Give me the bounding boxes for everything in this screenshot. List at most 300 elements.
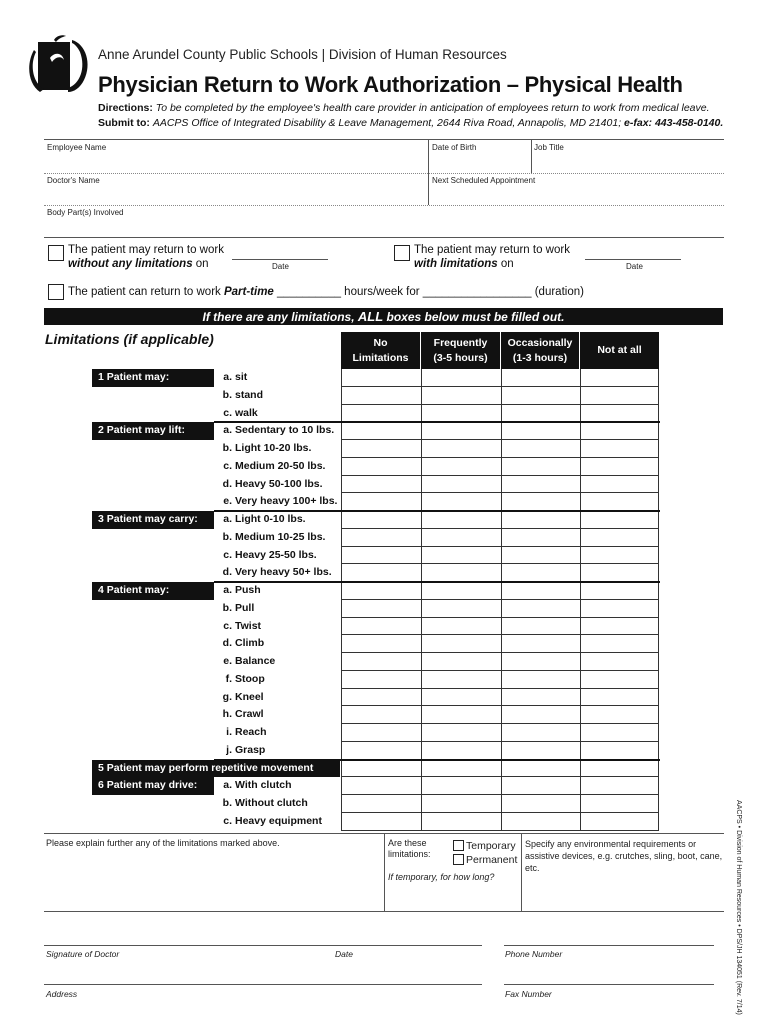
option-emphasis: Part-time bbox=[223, 286, 274, 298]
table-row bbox=[92, 529, 660, 547]
column-header-text: (1-3 hours) bbox=[512, 352, 568, 364]
item-letter: b. bbox=[222, 601, 232, 614]
rating-cell[interactable] bbox=[341, 706, 421, 724]
item-text: Heavy equipment bbox=[235, 814, 322, 827]
column-header-text: Not at all bbox=[597, 344, 642, 356]
item-letter: d. bbox=[222, 477, 232, 490]
limitation-item bbox=[214, 493, 340, 511]
divider bbox=[44, 139, 724, 140]
limitation-item bbox=[214, 653, 340, 671]
limitation-item bbox=[214, 440, 340, 458]
section-divider bbox=[214, 421, 660, 423]
rating-cell[interactable] bbox=[341, 618, 421, 636]
limitation-item bbox=[214, 724, 340, 742]
rating-cell[interactable] bbox=[421, 600, 501, 618]
section-label: 5 Patient may perform repetitive movement bbox=[92, 760, 340, 778]
temporary-checkbox[interactable] bbox=[453, 840, 464, 851]
section-label bbox=[92, 387, 214, 405]
rating-cell[interactable] bbox=[580, 813, 659, 831]
rating-cell[interactable] bbox=[501, 547, 580, 565]
no-limitations-checkbox[interactable] bbox=[48, 245, 64, 261]
rating-cell[interactable] bbox=[580, 706, 659, 724]
rating-cell[interactable] bbox=[580, 760, 659, 778]
item-letter: c. bbox=[223, 814, 232, 827]
table-row bbox=[92, 635, 660, 653]
option-text: The patient can return to work bbox=[68, 286, 224, 298]
item-text: Light 0-10 lbs. bbox=[235, 513, 306, 525]
rating-cell[interactable] bbox=[501, 458, 580, 476]
signature-line[interactable] bbox=[44, 945, 482, 946]
rating-cell[interactable] bbox=[580, 742, 659, 760]
item-letter: d. bbox=[222, 637, 232, 650]
rating-cell[interactable] bbox=[421, 724, 501, 742]
section-divider bbox=[214, 581, 660, 583]
item-text: Grasp bbox=[235, 743, 266, 756]
with-limitations-checkbox[interactable] bbox=[394, 245, 410, 261]
limitation-item bbox=[214, 387, 340, 405]
address-label: Address bbox=[46, 989, 78, 999]
rating-cell[interactable] bbox=[421, 671, 501, 689]
rating-cell[interactable] bbox=[421, 813, 501, 831]
table-row bbox=[92, 493, 660, 511]
section-label bbox=[92, 440, 214, 458]
body-parts-field[interactable]: Body Part(s) Involved bbox=[47, 208, 124, 217]
doctor-name-field[interactable]: Doctor's Name bbox=[47, 176, 100, 185]
rating-cell[interactable] bbox=[580, 405, 659, 423]
section-label bbox=[92, 405, 214, 423]
table-row bbox=[92, 511, 660, 529]
limitation-item bbox=[214, 742, 340, 760]
column-header bbox=[341, 332, 420, 369]
item-letter: b. bbox=[222, 530, 232, 543]
table-row bbox=[92, 618, 660, 636]
fax-line[interactable] bbox=[504, 984, 714, 985]
item-letter: b. bbox=[222, 797, 232, 809]
limitation-item bbox=[214, 635, 340, 653]
item-letter: c. bbox=[223, 406, 232, 419]
rating-cell[interactable] bbox=[341, 724, 421, 742]
item-text: Stoop bbox=[235, 672, 265, 685]
rating-cell[interactable] bbox=[421, 618, 501, 636]
item-letter: e. bbox=[223, 495, 232, 508]
divider bbox=[44, 237, 724, 238]
section-label bbox=[92, 493, 214, 511]
limitations-banner bbox=[44, 308, 723, 325]
item-text: Kneel bbox=[235, 690, 264, 703]
item-letter: d. bbox=[222, 566, 232, 579]
rating-cell[interactable] bbox=[580, 387, 659, 405]
date-line[interactable] bbox=[232, 259, 328, 260]
section-label bbox=[92, 458, 214, 476]
phone-line[interactable] bbox=[504, 945, 714, 946]
banner-emphasis: ALL bbox=[357, 309, 384, 324]
rating-cell[interactable] bbox=[341, 671, 421, 689]
divider bbox=[384, 833, 385, 911]
rating-cell[interactable] bbox=[580, 653, 659, 671]
rating-cell[interactable] bbox=[341, 760, 421, 778]
section-label: 3 Patient may carry: bbox=[92, 511, 214, 529]
rating-cell[interactable] bbox=[580, 777, 659, 795]
item-text: Heavy 25-50 lbs. bbox=[235, 548, 317, 561]
limitation-item bbox=[214, 813, 340, 831]
option-text: __________ hours/week for _________________ (duration) bbox=[273, 286, 584, 298]
part-time-checkbox[interactable] bbox=[48, 284, 64, 300]
permanent-label: Permanent bbox=[466, 854, 518, 866]
rating-cell[interactable] bbox=[421, 547, 501, 565]
rating-cell[interactable] bbox=[341, 405, 421, 423]
banner-text: If there are any limitations, bbox=[202, 310, 358, 324]
rating-cell[interactable] bbox=[580, 635, 659, 653]
item-text: Without clutch bbox=[235, 797, 308, 809]
limitation-item bbox=[214, 600, 340, 618]
divider bbox=[44, 911, 724, 912]
option-emphasis: with limitations bbox=[414, 258, 498, 270]
limitation-item bbox=[214, 511, 340, 529]
section-label bbox=[92, 618, 214, 636]
column-header-text: (3-5 hours) bbox=[433, 352, 488, 364]
rating-cell[interactable] bbox=[421, 476, 501, 494]
section-label bbox=[92, 724, 214, 742]
option-text: on bbox=[497, 258, 514, 270]
rating-cell[interactable] bbox=[580, 493, 659, 511]
rating-cell[interactable] bbox=[501, 476, 580, 494]
rating-cell[interactable] bbox=[501, 795, 580, 813]
rating-cell[interactable] bbox=[421, 795, 501, 813]
limitation-item bbox=[214, 618, 340, 636]
limitation-item bbox=[214, 564, 340, 582]
fax-number-label: Fax Number bbox=[505, 989, 552, 999]
submit-to bbox=[98, 117, 723, 129]
divider bbox=[44, 205, 724, 206]
if-temporary-field[interactable]: If temporary, for how long? bbox=[388, 872, 495, 882]
limitation-item bbox=[214, 671, 340, 689]
are-these-label bbox=[388, 838, 431, 860]
directions-label: Directions: bbox=[98, 102, 153, 114]
item-letter: a. bbox=[223, 584, 232, 596]
rating-cell[interactable] bbox=[501, 706, 580, 724]
rating-cell[interactable] bbox=[580, 618, 659, 636]
rating-cell[interactable] bbox=[421, 529, 501, 547]
rating-cell[interactable] bbox=[341, 511, 421, 529]
rating-cell[interactable] bbox=[501, 813, 580, 831]
item-text: Reach bbox=[235, 726, 267, 738]
section-label bbox=[92, 476, 214, 494]
limitation-item bbox=[214, 706, 340, 724]
rating-cell[interactable] bbox=[421, 760, 501, 778]
rating-cell[interactable] bbox=[580, 476, 659, 494]
rating-cell[interactable] bbox=[501, 760, 580, 778]
section-label bbox=[92, 564, 214, 582]
environmental-requirements-field[interactable]: Specify any environmental requirements or assistive devices, e.g. crutches, sling, boot, cane, etc. bbox=[525, 839, 723, 873]
address-line[interactable] bbox=[44, 984, 482, 985]
section-divider bbox=[214, 759, 660, 761]
directions bbox=[98, 102, 710, 114]
limitation-item bbox=[214, 777, 340, 795]
option-text: The patient may return to work bbox=[68, 244, 224, 256]
next-appointment-field[interactable]: Next Scheduled Appointment bbox=[432, 176, 536, 185]
table-row bbox=[92, 760, 660, 778]
item-text: Heavy 50-100 lbs. bbox=[235, 477, 323, 490]
rating-cell[interactable] bbox=[341, 547, 421, 565]
rating-cell[interactable] bbox=[421, 493, 501, 511]
rating-cell[interactable] bbox=[580, 582, 659, 600]
rating-cell[interactable] bbox=[580, 671, 659, 689]
rating-cell[interactable] bbox=[501, 671, 580, 689]
signature-of-doctor-label: Signature of Doctor bbox=[46, 949, 120, 959]
rating-cell[interactable] bbox=[501, 369, 580, 387]
table-row bbox=[92, 387, 660, 405]
section-label bbox=[92, 795, 214, 813]
option-emphasis: without any limitations bbox=[68, 258, 193, 270]
item-text: Twist bbox=[235, 619, 262, 632]
item-letter: b. bbox=[222, 388, 232, 401]
table-row bbox=[92, 671, 660, 689]
limitation-item bbox=[214, 458, 340, 476]
section-label bbox=[92, 689, 214, 707]
rating-cell[interactable] bbox=[501, 582, 580, 600]
rating-cell[interactable] bbox=[501, 724, 580, 742]
item-letter: a. bbox=[223, 424, 232, 437]
limitation-item bbox=[214, 795, 340, 813]
rating-cell[interactable] bbox=[341, 813, 421, 831]
rating-cell[interactable] bbox=[421, 422, 501, 440]
table-row bbox=[92, 369, 660, 387]
part-time-option bbox=[68, 285, 584, 299]
rating-cell[interactable] bbox=[341, 476, 421, 494]
column-header bbox=[580, 332, 659, 369]
rating-cell[interactable] bbox=[341, 582, 421, 600]
item-letter: c. bbox=[223, 459, 232, 472]
rating-cell[interactable] bbox=[421, 706, 501, 724]
phone-number-label: Phone Number bbox=[505, 949, 563, 959]
item-letter: c. bbox=[223, 619, 232, 632]
limitation-item bbox=[214, 582, 340, 600]
item-letter: j. bbox=[226, 743, 232, 756]
rating-cell[interactable] bbox=[580, 458, 659, 476]
rating-cell[interactable] bbox=[501, 387, 580, 405]
explain-field[interactable]: Please explain further any of the limitations marked above. bbox=[46, 838, 280, 848]
submit-label: Submit to: bbox=[98, 117, 150, 129]
rating-cell[interactable] bbox=[421, 564, 501, 582]
item-text: With clutch bbox=[235, 779, 292, 792]
rating-cell[interactable] bbox=[341, 689, 421, 707]
section-label bbox=[92, 600, 214, 618]
rating-cell[interactable] bbox=[421, 458, 501, 476]
section-label bbox=[92, 706, 214, 724]
section-label: 2 Patient may lift: bbox=[92, 422, 214, 440]
section-label bbox=[92, 635, 214, 653]
table-row bbox=[92, 600, 660, 618]
limitation-item bbox=[214, 422, 340, 440]
rating-cell[interactable] bbox=[421, 440, 501, 458]
section-label bbox=[92, 529, 214, 547]
rating-cell[interactable] bbox=[580, 422, 659, 440]
item-text: Medium 10-25 lbs. bbox=[235, 530, 326, 543]
rating-cell[interactable] bbox=[341, 777, 421, 795]
table-row bbox=[92, 777, 660, 795]
item-letter: h. bbox=[222, 708, 232, 721]
item-text: Balance bbox=[235, 655, 276, 667]
rating-cell[interactable] bbox=[501, 529, 580, 547]
rating-cell[interactable] bbox=[421, 653, 501, 671]
rating-cell[interactable] bbox=[341, 529, 421, 547]
rating-cell[interactable] bbox=[421, 387, 501, 405]
employee-name-field[interactable]: Employee Name bbox=[47, 143, 107, 152]
item-text: Crawl bbox=[235, 708, 264, 721]
form-title: Physician Return to Work Authorization – Physical Health bbox=[98, 72, 683, 97]
rating-cell[interactable] bbox=[580, 511, 659, 529]
rating-cell[interactable] bbox=[341, 653, 421, 671]
rating-cell[interactable] bbox=[580, 689, 659, 707]
limitation-item bbox=[214, 369, 340, 387]
rating-cell[interactable] bbox=[501, 493, 580, 511]
rating-cell[interactable] bbox=[501, 689, 580, 707]
section-label bbox=[92, 742, 214, 760]
rating-cell[interactable] bbox=[341, 600, 421, 618]
efax-number: e-fax: 443-458-0140. bbox=[624, 117, 724, 129]
job-title-field[interactable]: Job Title bbox=[534, 143, 564, 152]
rating-cell[interactable] bbox=[580, 600, 659, 618]
rating-cell[interactable] bbox=[501, 777, 580, 795]
limitation-item bbox=[214, 529, 340, 547]
rating-cell[interactable] bbox=[501, 440, 580, 458]
directions-text: To be completed by the employee's health care provider in anticipation of employees return to work from medical leave. bbox=[155, 102, 710, 114]
rating-cell[interactable] bbox=[580, 529, 659, 547]
column-header-text: Occasionally bbox=[507, 337, 573, 349]
item-text: Very heavy 50+ lbs. bbox=[235, 566, 332, 579]
rating-cell[interactable] bbox=[341, 635, 421, 653]
rating-cell[interactable] bbox=[580, 440, 659, 458]
table-row bbox=[92, 813, 660, 831]
rating-cell[interactable] bbox=[501, 635, 580, 653]
rating-cell[interactable] bbox=[501, 564, 580, 582]
rating-cell[interactable] bbox=[501, 405, 580, 423]
rating-cell[interactable] bbox=[501, 600, 580, 618]
item-letter: b. bbox=[222, 442, 232, 454]
rating-cell[interactable] bbox=[580, 795, 659, 813]
column-header bbox=[421, 332, 500, 369]
item-letter: g. bbox=[222, 690, 232, 703]
rating-cell[interactable] bbox=[421, 369, 501, 387]
divider bbox=[44, 173, 724, 174]
section-label bbox=[92, 547, 214, 565]
rating-cell[interactable] bbox=[421, 405, 501, 423]
item-letter: c. bbox=[223, 548, 232, 561]
item-letter: e. bbox=[223, 655, 232, 667]
permanent-checkbox[interactable] bbox=[453, 854, 464, 865]
section-label: 1 Patient may: bbox=[92, 369, 214, 387]
table-row bbox=[92, 547, 660, 565]
rating-cell[interactable] bbox=[580, 547, 659, 565]
option-text: The patient may return to work bbox=[414, 244, 570, 256]
section-label: 6 Patient may drive: bbox=[92, 777, 214, 795]
rating-cell[interactable] bbox=[341, 795, 421, 813]
rating-cell[interactable] bbox=[341, 440, 421, 458]
rating-cell[interactable] bbox=[501, 742, 580, 760]
item-text: sit bbox=[235, 371, 248, 383]
rating-cell[interactable] bbox=[501, 618, 580, 636]
with-limitations-option bbox=[414, 243, 570, 271]
item-text: walk bbox=[235, 406, 258, 419]
rating-cell[interactable] bbox=[341, 493, 421, 511]
rating-cell[interactable] bbox=[341, 742, 421, 760]
label-text: limitations: bbox=[388, 849, 431, 859]
item-letter: f. bbox=[225, 672, 232, 685]
rating-cell[interactable] bbox=[421, 777, 501, 795]
divider bbox=[521, 833, 522, 911]
form-reference: AACPS • Division of Human Resources • DPS/JH 134051 (Rev. 7/14) bbox=[735, 800, 742, 1015]
rating-cell[interactable] bbox=[580, 564, 659, 582]
item-text: Pull bbox=[235, 601, 255, 614]
table-row bbox=[92, 653, 660, 671]
item-text: Medium 20-50 lbs. bbox=[235, 459, 326, 472]
rating-cell[interactable] bbox=[341, 387, 421, 405]
date-caption: Date bbox=[626, 262, 643, 271]
rating-cell[interactable] bbox=[501, 653, 580, 671]
table-row bbox=[92, 440, 660, 458]
rating-cell[interactable] bbox=[341, 564, 421, 582]
column-header-text: Frequently bbox=[433, 337, 488, 349]
column-header-text: Limitations bbox=[352, 352, 409, 364]
rating-cell[interactable] bbox=[501, 422, 580, 440]
rating-cell[interactable] bbox=[421, 582, 501, 600]
section-label: 4 Patient may: bbox=[92, 582, 214, 600]
limitation-item bbox=[214, 689, 340, 707]
rating-cell[interactable] bbox=[501, 511, 580, 529]
section-label bbox=[92, 671, 214, 689]
item-letter: a. bbox=[223, 371, 232, 383]
rating-cell[interactable] bbox=[580, 369, 659, 387]
column-header-text: No bbox=[373, 337, 388, 349]
table-row bbox=[92, 405, 660, 423]
rating-cell[interactable] bbox=[421, 742, 501, 760]
rating-cell[interactable] bbox=[341, 369, 421, 387]
item-text: Sedentary to 10 lbs. bbox=[235, 424, 335, 437]
section-divider bbox=[214, 510, 660, 512]
date-of-birth-field[interactable]: Date of Birth bbox=[432, 143, 477, 152]
rating-cell[interactable] bbox=[341, 422, 421, 440]
date-caption: Date bbox=[272, 262, 289, 271]
rating-cell[interactable] bbox=[580, 724, 659, 742]
organization-name: Anne Arundel County Public Schools | Division of Human Resources bbox=[98, 47, 507, 62]
rating-cell[interactable] bbox=[341, 458, 421, 476]
table-row bbox=[92, 422, 660, 440]
submit-address: AACPS Office of Integrated Disability & Leave Management, 2644 Riva Road, Annapolis, MD 21401; bbox=[152, 117, 622, 129]
divider bbox=[428, 139, 429, 205]
table-row bbox=[92, 795, 660, 813]
item-letter: a. bbox=[223, 779, 232, 792]
date-line[interactable] bbox=[585, 259, 681, 260]
item-text: stand bbox=[235, 388, 264, 401]
no-limitations-option bbox=[68, 243, 224, 271]
rating-cell[interactable] bbox=[421, 635, 501, 653]
aacps-logo bbox=[28, 34, 92, 94]
item-letter: i. bbox=[226, 726, 232, 738]
banner-text: boxes below must be filled out. bbox=[383, 310, 565, 324]
limitations-title: Limitations (if applicable) bbox=[45, 331, 214, 347]
table-row bbox=[92, 724, 660, 742]
limitation-item bbox=[214, 547, 340, 565]
date-label: Date bbox=[335, 949, 353, 959]
rating-cell[interactable] bbox=[421, 511, 501, 529]
label-text: Are these bbox=[388, 838, 427, 848]
rating-cell[interactable] bbox=[421, 689, 501, 707]
table-row bbox=[92, 689, 660, 707]
item-text: Push bbox=[235, 584, 261, 596]
section-label bbox=[92, 813, 214, 831]
item-letter: a. bbox=[223, 513, 232, 525]
column-header bbox=[501, 332, 579, 369]
